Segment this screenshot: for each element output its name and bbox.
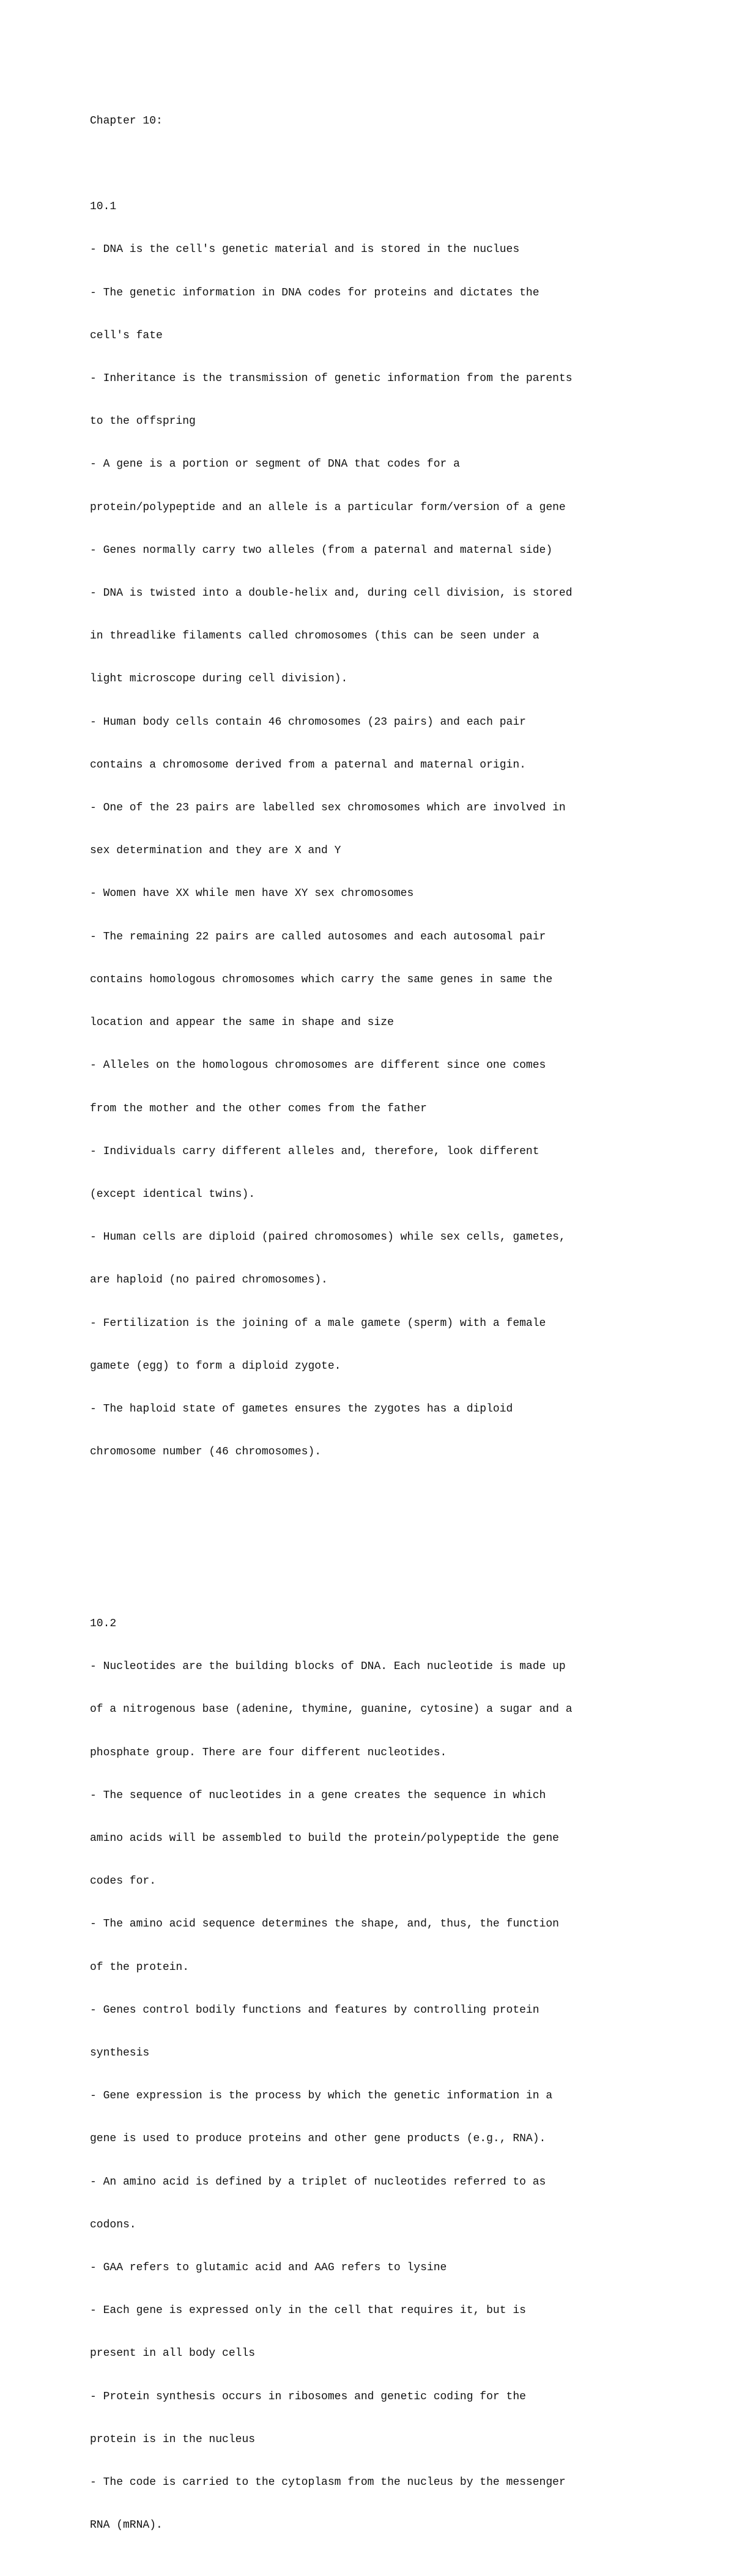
section-line: phosphate group. There are four different nucleotides. xyxy=(90,1746,447,1759)
section-line: amino acids will be assembled to build the protein/polypeptide the gene xyxy=(90,1832,559,1845)
section-line: codons. xyxy=(90,2218,136,2231)
section-10-1 xyxy=(90,171,708,1488)
section-10-2 xyxy=(90,1588,708,2561)
section-line: - DNA is the cell's genetic material and is stored in the nuclues xyxy=(90,243,520,256)
section-line: of the protein. xyxy=(90,1961,190,1974)
section-line: codes for. xyxy=(90,1875,157,1888)
section-line: - The haploid state of gametes ensures the zygotes has a diploid xyxy=(90,1402,513,1415)
section-line: - Genes normally carry two alleles (from a paternal and maternal side) xyxy=(90,544,553,557)
section-line: location and appear the same in shape and size xyxy=(90,1016,394,1029)
section-line: contains homologous chromosomes which carry the same genes in same the xyxy=(90,973,553,986)
section-line: - Individuals carry different alleles and, therefore, look different xyxy=(90,1145,539,1158)
section-line: contains a chromosome derived from a paternal and maternal origin. xyxy=(90,758,526,771)
section-line: - DNA is twisted into a double-helix and, during cell division, is stored xyxy=(90,587,573,600)
section-line: - An amino acid is defined by a triplet of nucleotides referred to as xyxy=(90,2175,546,2188)
section-line: - One of the 23 pairs are labelled sex chromosomes which are involved in xyxy=(90,802,566,815)
section-line: from the mother and the other comes from the father xyxy=(90,1102,427,1115)
section-line: - The remaining 22 pairs are called autosomes and each autosomal pair xyxy=(90,930,546,943)
section-line: - The genetic information in DNA codes for proteins and dictates the xyxy=(90,286,539,299)
chapter-heading: Chapter 10: xyxy=(90,114,163,127)
section-line: gene is used to produce proteins and other gene products (e.g., RNA). xyxy=(90,2133,546,2145)
section-line: gamete (egg) to form a diploid zygote. xyxy=(90,1360,341,1372)
section-line: - Fertilization is the joining of a male gamete (sperm) with a female xyxy=(90,1317,546,1330)
section-line: sex determination and they are X and Y xyxy=(90,845,341,857)
section-line: - Protein synthesis occurs in ribosomes and genetic coding for the xyxy=(90,2390,526,2403)
section-line: chromosome number (46 chromosomes). xyxy=(90,1446,322,1459)
section-line: - Each gene is expressed only in the cell that requires it, but is xyxy=(90,2304,526,2317)
section-line: to the offspring xyxy=(90,415,196,428)
section-line: light microscope during cell division). xyxy=(90,673,348,686)
section-line: synthesis xyxy=(90,2047,150,2059)
section-line: present in all body cells xyxy=(90,2347,256,2360)
section-line: - The code is carried to the cytoplasm from the nucleus by the messenger xyxy=(90,2476,566,2489)
section-line: (except identical twins). xyxy=(90,1188,256,1201)
section-line: of a nitrogenous base (adenine, thymine, guanine, cytosine) a sugar and a xyxy=(90,1703,573,1716)
section-line: in threadlike filaments called chromosomes (this can be seen under a xyxy=(90,630,539,643)
section-line: - A gene is a portion or segment of DNA that codes for a xyxy=(90,458,460,471)
section-line: - GAA refers to glutamic acid and AAG refers to lysine xyxy=(90,2262,447,2274)
section-line: - Human body cells contain 46 chromosomes (23 pairs) and each pair xyxy=(90,716,526,728)
section-line: - Human cells are diploid (paired chromosomes) while sex cells, gametes, xyxy=(90,1231,566,1244)
section-line: 10.2 xyxy=(90,1617,117,1630)
section-line: - Women have XX while men have XY sex chromosomes xyxy=(90,887,414,900)
section-line: RNA (mRNA). xyxy=(90,2519,163,2532)
section-line: - Alleles on the homologous chromosomes are different since one comes xyxy=(90,1059,546,1072)
section-line: - Inheritance is the transmission of genetic information from the parents xyxy=(90,372,573,385)
section-line: 10.1 xyxy=(90,201,117,213)
section-line: are haploid (no paired chromosomes). xyxy=(90,1274,328,1287)
section-line: protein/polypeptide and an allele is a particular form/version of a gene xyxy=(90,501,566,514)
section-line: - Gene expression is the process by which the genetic information in a xyxy=(90,2090,553,2103)
document-page xyxy=(90,86,708,2576)
section-line: - The sequence of nucleotides in a gene creates the sequence in which xyxy=(90,1789,546,1802)
section-line: - Nucleotides are the building blocks of DNA. Each nucleotide is made up xyxy=(90,1660,566,1673)
section-line: cell's fate xyxy=(90,329,163,342)
section-line: protein is in the nucleus xyxy=(90,2433,256,2446)
section-line: - The amino acid sequence determines the shape, and, thus, the function xyxy=(90,1918,559,1931)
paragraph-spacer xyxy=(90,1531,708,1545)
section-line: - Genes control bodily functions and features by controlling protein xyxy=(90,2004,539,2016)
